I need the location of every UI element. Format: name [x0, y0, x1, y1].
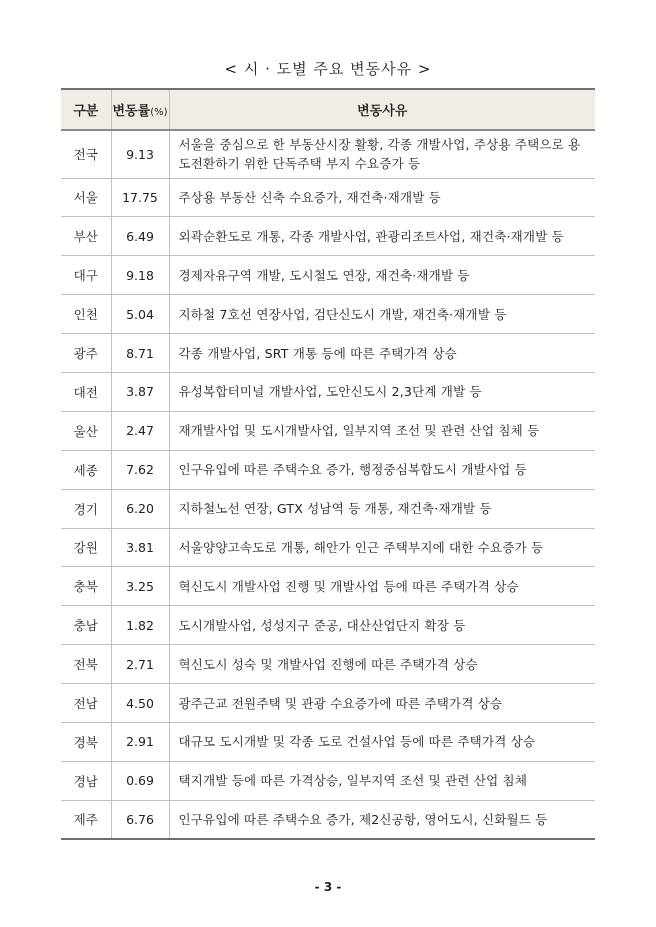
header-region: 구분 — [61, 89, 111, 130]
rate-cell: 6.49 — [111, 217, 169, 256]
table-row — [61, 334, 595, 373]
rate-cell: 0.69 — [111, 761, 169, 800]
region-cell: 강원 — [61, 528, 111, 567]
reason-cell: 혁신도시 성숙 및 개발사업 진행에 따른 주택가격 상승 — [169, 645, 595, 684]
rate-cell: 5.04 — [111, 295, 169, 334]
table-row — [61, 567, 595, 606]
reason-cell: 재개발사업 및 도시개발사업, 일부지역 조선 및 관련 산업 침체 등 — [169, 411, 595, 450]
region-cell: 인천 — [61, 295, 111, 334]
region-cell: 경북 — [61, 722, 111, 761]
region-cell: 서울 — [61, 178, 111, 217]
table-row — [61, 450, 595, 489]
region-cell: 광주 — [61, 334, 111, 373]
reason-cell: 대규모 도시개발 및 각종 도로 건설사업 등에 따른 주택가격 상승 — [169, 722, 595, 761]
reason-cell: 서울을 중심으로 한 부동산시장 활황, 각종 개발사업, 주상용 주택으로 용도전환하기 위한 단독주택 부지 수요증가 등 — [169, 130, 595, 178]
reason-cell: 혁신도시 개발사업 진행 및 개발사업 등에 따른 주택가격 상승 — [169, 567, 595, 606]
table-row — [61, 217, 595, 256]
region-cell: 충남 — [61, 606, 111, 645]
header-rate-unit: (%) — [150, 107, 168, 118]
rate-cell: 7.62 — [111, 450, 169, 489]
rate-cell: 1.82 — [111, 606, 169, 645]
regional-change-table — [61, 88, 595, 840]
rate-cell: 2.91 — [111, 722, 169, 761]
reason-cell: 광주근교 전원주택 및 관광 수요증가에 따른 주택가격 상승 — [169, 684, 595, 723]
region-cell: 울산 — [61, 411, 111, 450]
region-cell: 전남 — [61, 684, 111, 723]
table-row — [61, 130, 595, 178]
table-row — [61, 800, 595, 839]
rate-cell: 2.71 — [111, 645, 169, 684]
table-row — [61, 761, 595, 800]
reason-cell: 지하철노선 연장, GTX 성남역 등 개통, 재건축·재개발 등 — [169, 489, 595, 528]
page-number: - 3 - — [314, 880, 342, 894]
region-cell: 전국 — [61, 130, 111, 178]
rate-cell: 3.87 — [111, 372, 169, 411]
reason-cell: 유성복합터미널 개발사업, 도안신도시 2,3단계 개발 등 — [169, 372, 595, 411]
table-row — [61, 528, 595, 567]
region-cell: 대구 — [61, 256, 111, 295]
reason-cell: 주상용 부동산 신축 수요증가, 재건축·재개발 등 — [169, 178, 595, 217]
region-cell: 세종 — [61, 450, 111, 489]
reason-cell: 외곽순환도로 개통, 각종 개발사업, 관광리조트사업, 재건축·재개발 등 — [169, 217, 595, 256]
region-cell: 대전 — [61, 372, 111, 411]
rate-cell: 6.76 — [111, 800, 169, 839]
region-cell: 경기 — [61, 489, 111, 528]
rate-cell: 17.75 — [111, 178, 169, 217]
region-cell: 충북 — [61, 567, 111, 606]
header-rate — [111, 89, 169, 130]
region-cell: 전북 — [61, 645, 111, 684]
table-row — [61, 489, 595, 528]
table-row — [61, 178, 595, 217]
rate-cell: 9.18 — [111, 256, 169, 295]
region-cell: 제주 — [61, 800, 111, 839]
region-cell: 부산 — [61, 217, 111, 256]
region-cell: 경남 — [61, 761, 111, 800]
page-title: < 시 · 도별 주요 변동사유 > — [224, 60, 432, 78]
reason-cell: 도시개발사업, 성성지구 준공, 대산산업단지 확장 등 — [169, 606, 595, 645]
reason-cell: 각종 개발사업, SRT 개통 등에 따른 주택가격 상승 — [169, 334, 595, 373]
table-row — [61, 684, 595, 723]
header-rate-label: 변동률 — [112, 104, 151, 119]
table-row — [61, 645, 595, 684]
reason-cell: 경제자유구역 개발, 도시철도 연장, 재건축·재개발 등 — [169, 256, 595, 295]
rate-cell: 3.25 — [111, 567, 169, 606]
table-header-row — [61, 89, 595, 130]
reason-cell: 지하철 7호선 연장사업, 검단신도시 개발, 재건축·재개발 등 — [169, 295, 595, 334]
reason-cell: 서울양양고속도로 개통, 해안가 인근 주택부지에 대한 수요증가 등 — [169, 528, 595, 567]
rate-cell: 2.47 — [111, 411, 169, 450]
rate-cell: 9.13 — [111, 130, 169, 178]
header-reason: 변동사유 — [169, 89, 595, 130]
table-row — [61, 256, 595, 295]
table-row — [61, 722, 595, 761]
rate-cell: 3.81 — [111, 528, 169, 567]
table-row — [61, 295, 595, 334]
rate-cell: 4.50 — [111, 684, 169, 723]
reason-cell: 인구유입에 따른 주택수요 증가, 행정중심복합도시 개발사업 등 — [169, 450, 595, 489]
rate-cell: 8.71 — [111, 334, 169, 373]
reason-cell: 택지개발 등에 따른 가격상승, 일부지역 조선 및 관련 산업 침체 — [169, 761, 595, 800]
reason-cell: 인구유입에 따른 주택수요 증가, 제2신공항, 영어도시, 신화월드 등 — [169, 800, 595, 839]
table-row — [61, 411, 595, 450]
table-row — [61, 606, 595, 645]
rate-cell: 6.20 — [111, 489, 169, 528]
table-row — [61, 372, 595, 411]
